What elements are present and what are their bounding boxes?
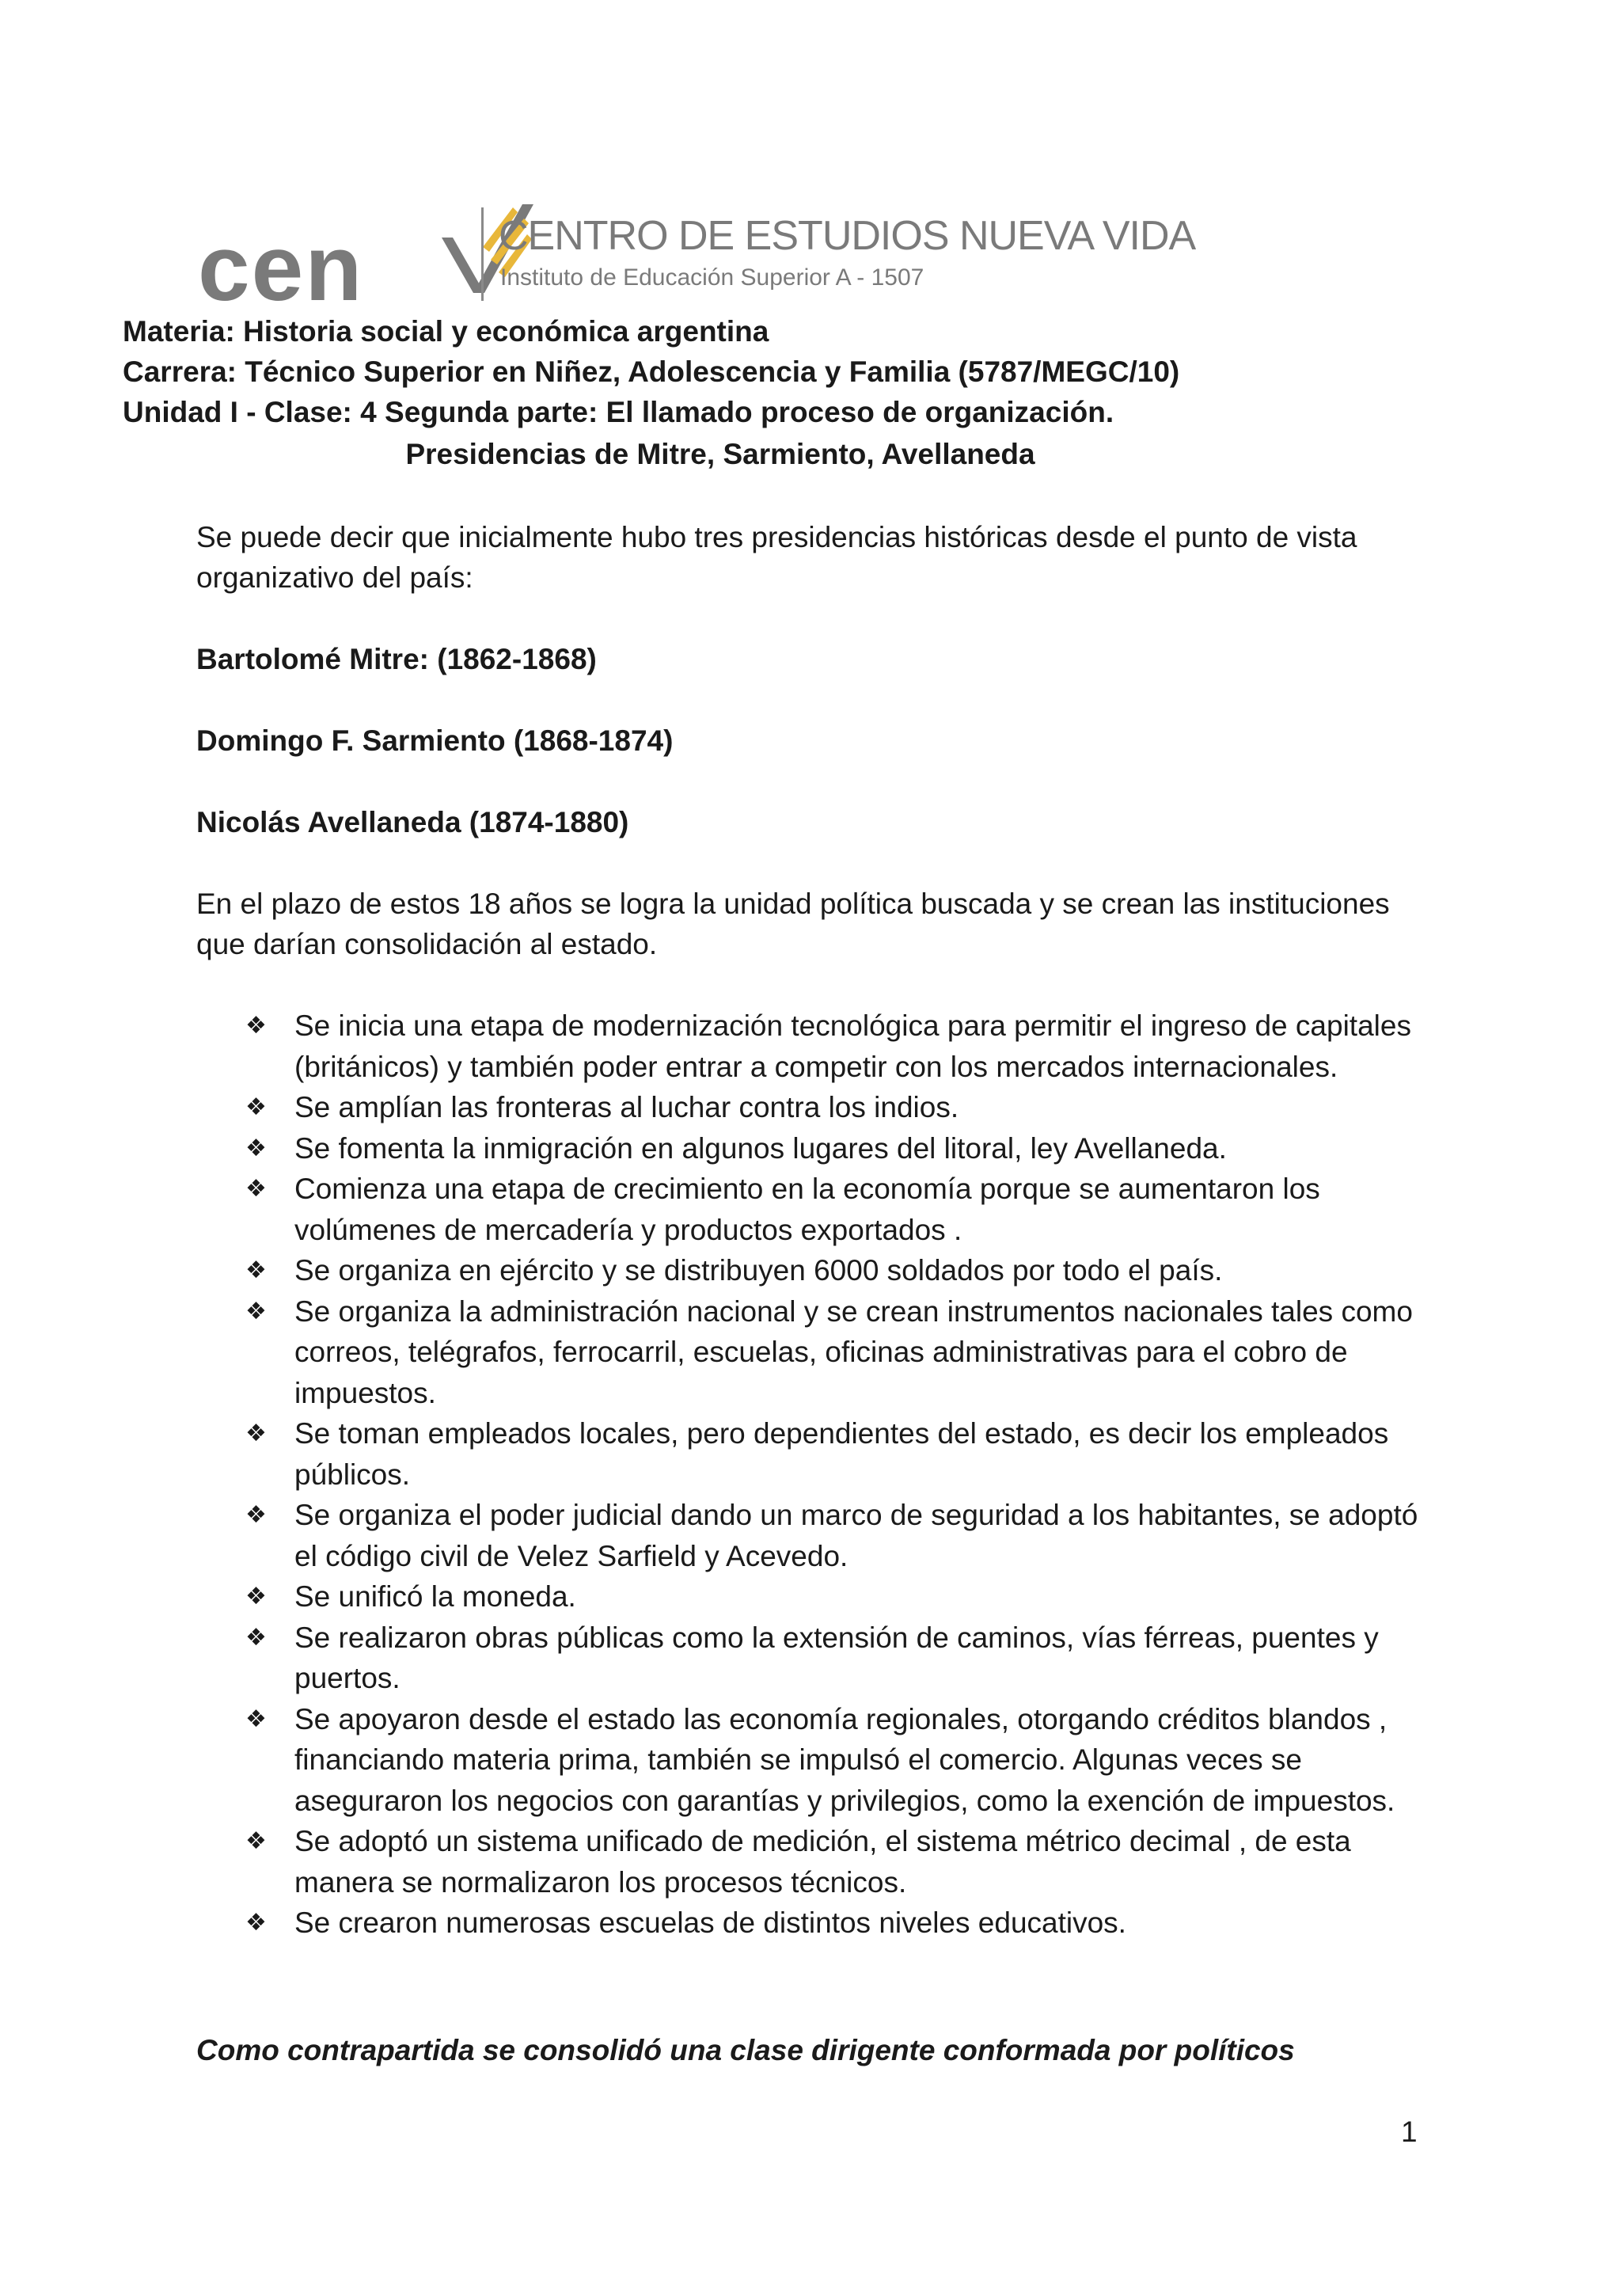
list-item: ❖ Se realizaron obras públicas como la extensión de caminos, vías férreas, puentes y puertos. [245,1617,1448,1699]
diamond-bullet-icon: ❖ [245,1135,267,1161]
consolidation-paragraph: En el plazo de estos 18 años se logra la unidad política buscada y se crean las instituciones que darían consolidación al estado. [196,888,1390,960]
page-number: 1 [1401,2115,1418,2148]
list-item: ❖ Se amplían las fronteras al luchar contra los indios. [245,1087,1448,1128]
diamond-bullet-icon: ❖ [245,1502,267,1528]
logo-subtitle: Instituto de Educación Superior A - 1507 [500,264,924,291]
closing-statement: Como contrapartida se consolidó una clase dirigente conformada por políticos [196,2034,1295,2066]
diamond-bullet-icon: ❖ [245,1910,267,1936]
diamond-bullet-icon: ❖ [245,1624,267,1651]
list-item: ❖ Se organiza la administración nacional y se crean instrumentos nacionales tales como correos, telégrafos, ferrocarril, escuelas, oficinas administrativas para el cobro de impuestos. [245,1291,1448,1414]
list-item: ❖ Comienza una etapa de crecimiento en la economía porque se aumentaron los volúmenes de mercadería y productos exportados . [245,1169,1448,1250]
list-item: ❖ Se inicia una etapa de modernización tecnológica para permitir el ingreso de capitales (británicos) y también poder entrar a competir con los mercados internacionales. [245,1005,1448,1087]
header-carrera: Carrera: Técnico Superior en Niñez, Adolescencia y Familia (5787/MEGC/10) [123,355,1180,388]
intro-paragraph: Se puede decir que inicialmente hubo tres presidencias históricas desde el punto de vista organizativo del país: [196,521,1357,594]
header-unidad: Unidad I - Clase: 4 Segunda parte: El llamado proceso de organización. [123,396,1114,428]
list-item: ❖ Se crearon numerosas escuelas de distintos niveles educativos. [245,1903,1448,1944]
diamond-bullet-icon: ❖ [245,1013,267,1039]
institution-logo [198,198,1196,321]
logo-title: CENTRO DE ESTUDIOS NUEVA VIDA [499,213,1196,259]
diamond-bullet-icon: ❖ [245,1094,267,1120]
diamond-bullet-icon: ❖ [245,1298,267,1325]
list-item: ❖ Se apoyaron desde el estado las economía regionales, otorgando créditos blandos , financiando materia prima, también se impulsó el comercio. Algunas veces se aseguraron los negocios con garantías y privilegios, como la exención de impuestos. [245,1699,1448,1822]
president-avellaneda: Nicolás Avellaneda (1874-1880) [196,806,629,838]
list-item: ❖ Se toman empleados locales, pero dependientes del estado, es decir los empleados públicos. [245,1413,1448,1495]
list-item: ❖ Se fomenta la inmigración en algunos lugares del litoral, ley Avellaneda. [245,1128,1448,1169]
diamond-bullet-icon: ❖ [245,1420,267,1446]
diamond-bullet-icon: ❖ [245,1705,267,1732]
diamond-bullet-icon: ❖ [245,1583,267,1610]
logo-divider [481,207,484,301]
header-subtitle: Presidencias de Mitre, Sarmiento, Avellaneda [405,438,1035,470]
achievements-list [245,1005,1448,1944]
list-item: ❖ Se adoptó un sistema unificado de medición, el sistema métrico decimal , de esta manera se normalizaron los procesos técnicos. [245,1821,1448,1903]
list-item: ❖ Se unificó la moneda. [245,1576,1448,1617]
diamond-bullet-icon: ❖ [245,1257,267,1283]
diamond-bullet-icon: ❖ [245,1176,267,1202]
list-item: ❖ Se organiza el poder judicial dando un marco de seguridad a los habitantes, se adoptó el código civil de Velez Sarfield y Acevedo. [245,1495,1448,1576]
president-sarmiento: Domingo F. Sarmiento (1868-1874) [196,724,674,757]
diamond-bullet-icon: ❖ [245,1828,267,1854]
header-materia: Materia: Historia social y económica argentina [123,315,769,348]
logo-wordmark: cen [198,216,364,321]
president-mitre: Bartolomé Mitre: (1862-1868) [196,643,597,675]
list-item: ❖ Se organiza en ejército y se distribuyen 6000 soldados por todo el país. [245,1250,1448,1291]
